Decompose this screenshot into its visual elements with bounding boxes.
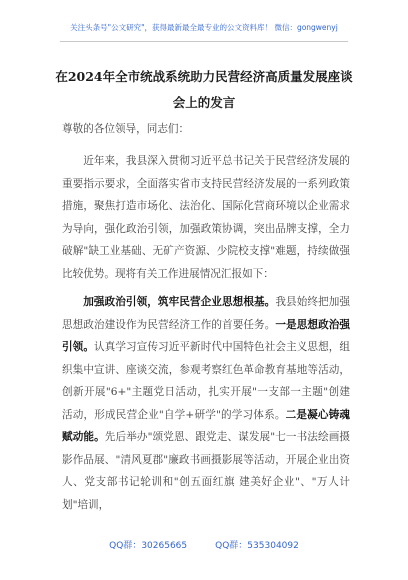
footer-qq-group-2: QQ群：535304092 (215, 541, 299, 551)
subpoint-heading-two: 二是凝心铸魂赋动能。 (62, 408, 350, 443)
paragraph-intro: 近年来，我县深入贯彻习近平总书记关于民营经济发展的重要指示要求，全面落实省市支持民营经济发展的一系列政策措施，聚焦打造市场化、法治化、国际化营商环境以企业需求为导向，强化政治引领，加强政策协调，突出品牌支撑，全力破解"缺工业基础、无矿产资源、少院校支撑"难题，持续做强比较优势。现将有关工作进展情况汇报如下： (62, 155, 350, 280)
subpoint-text-one: 认真学习宣传习近平新时代中国特色社会主义思想，组织集中宣讲、座谈交流，参观考察红色革命教育基地等活动，创新开展"6+"主题党日活动，扎实开展"一支部一主题"创建活动，形成民营企业"自学+研学"的学习体系。 (62, 341, 351, 421)
header-banner: 关注头条号"公文研究"，获得最新最全最专业的公文资料库！ 微信：gongwenyj (70, 23, 338, 32)
subpoint-heading-one: 一是思想政治强引领。 (62, 318, 351, 353)
paragraph-text: 我县始终把加强思想政治建设作为民营经济工作的首要任务。 (62, 296, 351, 331)
footer-contact (0, 538, 408, 551)
paragraph-political-guidance (62, 291, 350, 516)
footer-qq-group-1: QQ群：30265665 (109, 541, 188, 551)
header-divider (60, 41, 348, 42)
subpoint-text-two: 先后举办"颂党恩、跟党走、谋发展"七一书法绘画摄影作品展、"清风夏郡"廉政书画摄影展等活动，开展企业出资人、党支部书记轮训和"创五面红旗 建美好企业"、"万人计划"培训， (62, 431, 350, 511)
paragraph-heading: 加强政治引领，筑牢民营企业思想根基。 (83, 296, 276, 308)
salutation: 尊敬的各位领导，同志们： (62, 123, 190, 135)
document-title: 在2024年全市统战系统助力民营经济高质量发展座谈会上的发言 (55, 69, 353, 110)
